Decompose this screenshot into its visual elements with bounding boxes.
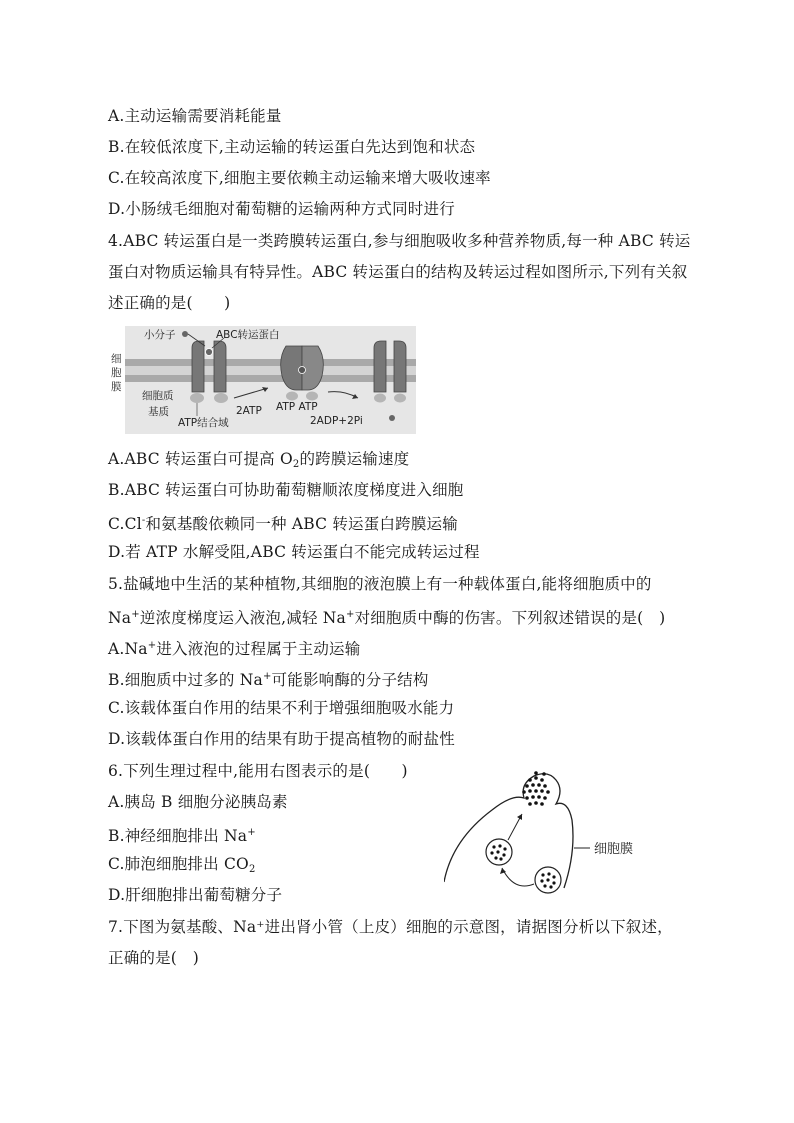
q4-option-a-sub: 2 [292, 459, 300, 470]
cytoplasm-label-2: 基质 [148, 406, 169, 418]
q5-option-a-sup: + [147, 640, 157, 651]
q7-stem-line-2: 正确的是( ) [108, 949, 199, 967]
arrow-bottom-to-left [502, 868, 534, 886]
q5-option-a-tail: 进入液泡的过程属于主动运输 [156, 640, 361, 658]
q4-stem-line-3: 述正确的是( ) [108, 294, 231, 312]
q3-option-d: D.小肠绒毛细胞对葡萄糖的运输两种方式同时进行 [108, 200, 455, 218]
q6-option-b-sup: + [247, 827, 256, 838]
q5-option-a-text: A.Na [108, 640, 148, 658]
atp-label-2atp: 2ATP [236, 405, 262, 417]
fusing-vesicle [522, 771, 550, 806]
q6-stem: 6.下列生理过程中,能用右图表示的是( ) [108, 762, 408, 780]
vesicle-bottom [535, 867, 561, 893]
q4-option-c [108, 511, 458, 534]
q5-stem-sup-1: + [131, 609, 140, 620]
q6-option-c-sub: 2 [248, 864, 256, 875]
q5-stem-tail: 对细胞质中酶的伤害。下列叙述错误的是( ) [354, 609, 666, 627]
q6-option-c-text: C.肺泡细胞排出 CO [108, 855, 249, 873]
membrane-label-3: 膜 [111, 381, 122, 393]
q5-option-b [108, 667, 429, 690]
atp-label-atpatp: ATP ATP [276, 401, 318, 413]
small-molecule-label: 小分子 [144, 329, 176, 341]
atp-domain-label: ATP结合域 [178, 417, 229, 429]
membrane-label-2: 胞 [111, 367, 122, 379]
abc-transporter-figure [108, 326, 416, 434]
q4-option-b: B.ABC 转运蛋白可协助葡萄糖顺浓度梯度进入细胞 [108, 481, 464, 499]
vesicle-left [486, 839, 512, 865]
q5-option-b-tail: 可能影响酶的分子结构 [271, 671, 429, 689]
abc-protein-label: ABC转运蛋白 [216, 329, 280, 341]
q4-option-a [108, 449, 409, 475]
adp-label: 2ADP+2Pi [310, 415, 363, 427]
q3-option-a: A.主动运输需要消耗能量 [108, 107, 282, 125]
q6-option-b-text: B.神经细胞排出 Na [108, 827, 248, 845]
small-molecule-dot [182, 331, 188, 337]
q6-option-a: A.胰岛 B 细胞分泌胰岛素 [108, 793, 288, 811]
cell-membrane-label: 细胞膜 [594, 842, 634, 857]
q5-stem-mid: 逆浓度梯度运入液泡,减轻 Na [139, 609, 346, 627]
q5-stem-line-2 [108, 605, 665, 628]
q5-stem-line-1: 5.盐碱地中生活的某种植物,其细胞的液泡膜上有一种载体蛋白,能将细胞质中的 [108, 575, 652, 593]
exocytosis-figure [444, 770, 654, 900]
q3-option-b: B.在较低浓度下,主动运输的转运蛋白先达到饱和状态 [108, 138, 476, 156]
q4-stem-line-1: 4.ABC 转运蛋白是一类跨膜转运蛋白,参与细胞吸收多种营养物质,每一种 ABC 转运 [108, 232, 691, 250]
q3-option-c: C.在较高浓度下,细胞主要依赖主动运输来增大吸收速率 [108, 169, 491, 187]
q5-option-c: C.该载体蛋白作用的结果不利于增强细胞吸水能力 [108, 699, 455, 717]
q7-stem-line-1: 7.下图为氨基酸、Na⁺进出肾小管（上皮）细胞的示意图，请据图分析以下叙述， [108, 918, 673, 936]
membrane-inner-layer [125, 375, 416, 382]
q4-option-a-tail: 的跨膜运输速度 [299, 450, 410, 468]
q4-stem-line-2: 蛋白对物质运输具有特异性。ABC 转运蛋白的结构及转运过程如图所示,下列有关叙 [108, 263, 688, 281]
membrane-outer-layer [125, 359, 416, 366]
q4-option-c-text: C.Cl [108, 515, 142, 533]
q5-option-b-text: B.细胞质中过多的 Na [108, 671, 263, 689]
q5-stem-sup-2: + [345, 609, 355, 620]
q5-option-b-sup: + [262, 671, 272, 682]
membrane-label-1: 细 [111, 353, 122, 365]
q6-option-d: D.肝细胞排出葡萄糖分子 [108, 886, 283, 904]
q4-option-a-text: A.ABC 转运蛋白可提高 O [108, 450, 293, 468]
q6-option-b [108, 823, 256, 846]
q5-option-d: D.该载体蛋白作用的结果有助于提高植物的耐盐性 [108, 730, 455, 748]
q5-stem-na: Na [108, 609, 132, 627]
q5-option-a [108, 636, 360, 659]
q4-option-c-sup: - [141, 515, 146, 526]
q6-option-c [108, 854, 256, 880]
q4-option-c-tail: 和氨基酸依赖同一种 ABC 转运蛋白跨膜运输 [145, 515, 458, 533]
cytoplasm-label-1: 细胞质 [142, 390, 174, 402]
q4-option-d: D.若 ATP 水解受阻,ABC 转运蛋白不能完成转运过程 [108, 543, 480, 561]
